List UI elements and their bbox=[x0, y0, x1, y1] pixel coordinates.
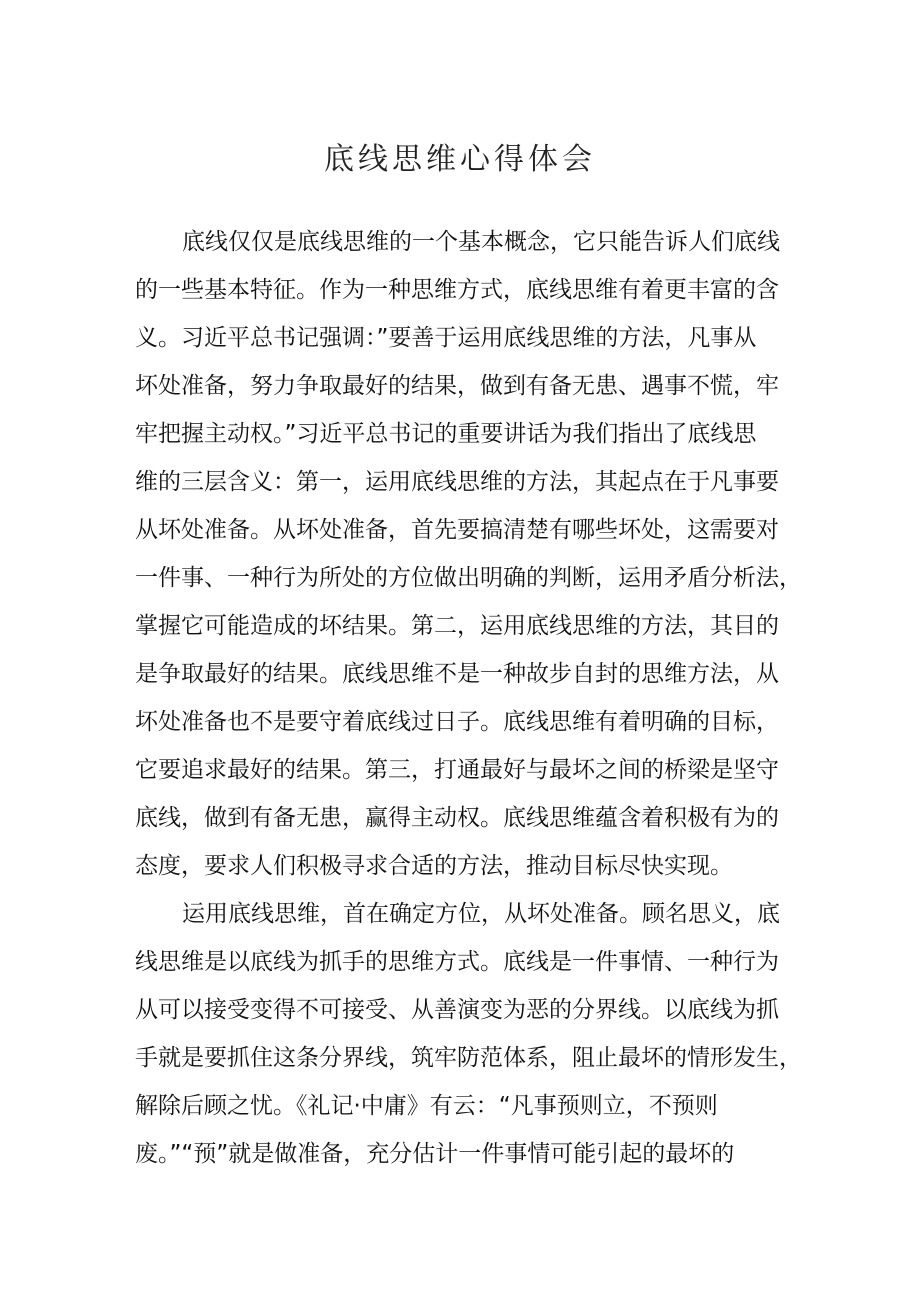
text-line: 的一些基本特征。作为一种思维方式，底线思维有着更丰富的含 bbox=[135, 277, 779, 303]
text-line: 坏处准备，努力争取最好的结果，做到有备无患、遇事不慌，牢 bbox=[135, 373, 779, 399]
text-line: 义。习近平总书记强调：”要善于运用底线思维的方法，凡事从 bbox=[135, 325, 757, 351]
text-line: 掌握它可能造成的坏结果。第二，运用底线思维的方法，其目的 bbox=[135, 613, 779, 639]
text-line: 是争取最好的结果。底线思维不是一种故步自封的思维方法，从 bbox=[135, 661, 779, 687]
text-line: 从可以接受变得不可接受、从善演变为恶的分界线。以底线为抓 bbox=[135, 997, 779, 1023]
text-line: 运用底线思维，首在确定方位，从坏处准备。顾名思义，底 bbox=[182, 901, 780, 927]
text-line: 从坏处准备。从坏处准备，首先要搞清楚有哪些坏处，这需要对 bbox=[135, 517, 779, 543]
text-line: 维的三层含义：第一，运用底线思维的方法，其起点在于凡事要 bbox=[135, 469, 779, 495]
text-line: 牢把握主动权。”习近平总书记的重要讲话为我们指出了底线思 bbox=[135, 421, 757, 447]
text-line: 手就是要抓住这条分界线，筑牢防范体系，阻止最坏的情形发生， bbox=[135, 1045, 802, 1071]
text-line: 底线仅仅是底线思维的一个基本概念，它只能告诉人们底线 bbox=[182, 229, 780, 255]
text-line: 废。”“预”就是做准备，充分估计一件事情可能引起的最坏的 bbox=[135, 1141, 735, 1167]
text-line: 解除后顾之忧。《礼记·中庸》有云：“凡事预则立，不预则 bbox=[135, 1093, 718, 1119]
document-body bbox=[135, 218, 802, 1178]
text-line: 一件事、一种行为所处的方位做出明确的判断，运用矛盾分析法， bbox=[135, 565, 802, 591]
text-line: 底线，做到有备无患，赢得主动权。底线思维蕴含着积极有为的 bbox=[135, 805, 779, 831]
text-line: 线思维是以底线为抓手的思维方式。底线是一件事情、一种行为 bbox=[135, 949, 779, 975]
text-line: 坏处准备也不是要守着底线过日子。底线思维有着明确的目标， bbox=[135, 709, 779, 735]
text-line: 它要追求最好的结果。第三，打通最好与最坏之间的桥梁是坚守 bbox=[135, 757, 779, 783]
document-title: 底线思维心得体会 bbox=[324, 142, 596, 177]
text-line: 态度，要求人们积极寻求合适的方法，推动目标尽快实现。 bbox=[135, 853, 733, 879]
